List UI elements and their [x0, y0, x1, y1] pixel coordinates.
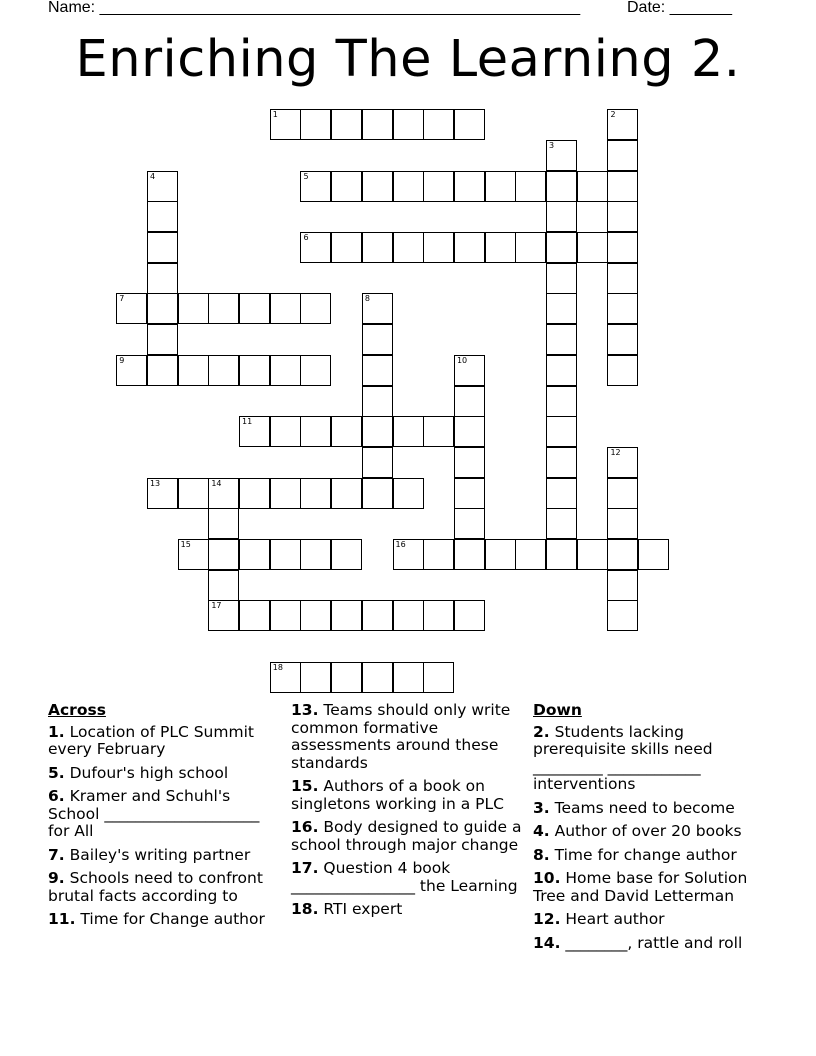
clue-number: 17: [211, 601, 222, 611]
clue-number: 13: [149, 478, 161, 488]
grid-cell[interactable]: [454, 478, 485, 509]
grid-cell[interactable]: [208, 570, 239, 601]
grid-cell[interactable]: [362, 478, 393, 509]
grid-cell[interactable]: [454, 600, 485, 631]
across-clues-column-2: [291, 702, 523, 925]
grid-cell[interactable]: [362, 232, 393, 263]
grid-cell[interactable]: [362, 355, 393, 386]
grid-cell[interactable]: [423, 662, 454, 693]
grid-cell[interactable]: [393, 478, 424, 509]
grid-cell[interactable]: [300, 232, 331, 263]
grid-cell[interactable]: [607, 140, 638, 171]
clue-number: 15: [180, 540, 191, 550]
clue-across-16: 16. Body designed to guide a school through major change: [291, 818, 522, 854]
grid-cell[interactable]: [607, 109, 638, 140]
grid-cell[interactable]: [607, 171, 638, 202]
grid-cell[interactable]: [362, 416, 393, 447]
clue-across-9: 9. Schools need to confront brutal facts according to: [48, 869, 263, 905]
grid-cell[interactable]: [362, 447, 393, 478]
grid-cell[interactable]: [423, 171, 454, 202]
clue-across-1: 1. Location of PLC Summit every February: [48, 722, 254, 758]
date-field-label: Date: _______: [627, 0, 732, 16]
clue-down-14: 14. ________, rattle and roll: [533, 933, 743, 952]
clue-number: 18: [272, 662, 283, 672]
grid-cell[interactable]: [208, 600, 239, 631]
grid-cell[interactable]: [607, 600, 638, 631]
grid-cell[interactable]: [515, 171, 546, 202]
grid-cell[interactable]: [208, 293, 239, 324]
grid-cell[interactable]: [300, 539, 331, 570]
grid-cell[interactable]: [393, 171, 424, 202]
clue-down-3: 3. Teams need to become: [533, 798, 735, 817]
grid-cell[interactable]: [300, 109, 331, 140]
grid-cell[interactable]: [515, 539, 546, 570]
grid-cell[interactable]: [116, 355, 147, 386]
grid-cell[interactable]: [270, 600, 301, 631]
grid-cell[interactable]: [208, 478, 239, 509]
grid-cell[interactable]: [423, 600, 454, 631]
clue-down-2: 2. Students lacking prerequisite skills need _________ ____________ interventions: [533, 722, 713, 793]
grid-cell[interactable]: [393, 600, 424, 631]
grid-cell[interactable]: [270, 109, 301, 140]
grid-cell[interactable]: [147, 232, 178, 263]
grid-cell[interactable]: [208, 508, 239, 539]
clue-number: 1: [272, 110, 278, 120]
grid-cell[interactable]: [546, 140, 577, 171]
grid-cell[interactable]: [270, 293, 301, 324]
grid-cell[interactable]: [393, 416, 424, 447]
clue-number: 3: [549, 140, 555, 150]
clue-number: 5: [303, 171, 309, 181]
grid-cell[interactable]: [147, 478, 178, 509]
clue-across-13: 13. Teams should only write common formative assessments around these standards: [291, 701, 511, 772]
clue-across-6: 6. Kramer and Schuhl's School ____________________ for All: [48, 787, 260, 840]
grid-cell[interactable]: [270, 478, 301, 509]
grid-cell[interactable]: [270, 416, 301, 447]
grid-cell[interactable]: [331, 171, 362, 202]
grid-cell[interactable]: [331, 109, 362, 140]
grid-cell[interactable]: [147, 293, 178, 324]
clue-number: 12: [610, 447, 621, 457]
grid-cell[interactable]: [607, 447, 638, 478]
grid-cell[interactable]: [454, 386, 485, 417]
grid-cell[interactable]: [546, 201, 577, 232]
grid-cell[interactable]: [147, 355, 178, 386]
grid-cell[interactable]: [577, 171, 608, 202]
grid-cell[interactable]: [393, 662, 424, 693]
grid-cell[interactable]: [546, 478, 577, 509]
grid-cell[interactable]: [546, 263, 577, 294]
grid-cell[interactable]: [393, 539, 424, 570]
grid-cell[interactable]: [454, 109, 485, 140]
grid-cell[interactable]: [239, 539, 270, 570]
grid-cell[interactable]: [546, 293, 577, 324]
grid-cell[interactable]: [239, 355, 270, 386]
clue-number: 14: [211, 478, 222, 488]
grid-cell[interactable]: [331, 539, 362, 570]
grid-cell[interactable]: [454, 447, 485, 478]
page-title: Enriching The Learning 2.: [75, 30, 741, 89]
grid-cell[interactable]: [362, 293, 393, 324]
clue-number: 11: [242, 417, 253, 427]
grid-cell[interactable]: [485, 171, 516, 202]
clue-number: 10: [456, 355, 468, 365]
grid-cell[interactable]: [331, 478, 362, 509]
grid-cell[interactable]: [270, 355, 301, 386]
grid-cell[interactable]: [208, 539, 239, 570]
grid-cell[interactable]: [362, 324, 393, 355]
grid-cell[interactable]: [270, 662, 301, 693]
across-clues-column: [48, 702, 283, 935]
grid-cell[interactable]: [577, 232, 608, 263]
grid-cell[interactable]: [607, 570, 638, 601]
clue-across-18: 18. RTI expert: [291, 900, 403, 918]
grid-cell[interactable]: [393, 232, 424, 263]
grid-cell[interactable]: [546, 324, 577, 355]
clue-number: 6: [303, 233, 309, 243]
clue-down-8: 8. Time for change author: [533, 845, 737, 864]
grid-cell[interactable]: [147, 201, 178, 232]
grid-cell[interactable]: [393, 109, 424, 140]
grid-cell[interactable]: [423, 109, 454, 140]
grid-cell[interactable]: [239, 478, 270, 509]
grid-cell[interactable]: [607, 324, 638, 355]
grid-cell[interactable]: [423, 416, 454, 447]
clue-number: 2: [610, 110, 616, 120]
grid-cell[interactable]: [607, 508, 638, 539]
grid-cell[interactable]: [239, 600, 270, 631]
grid-cell[interactable]: [300, 600, 331, 631]
grid-cell[interactable]: [454, 232, 485, 263]
grid-cell[interactable]: [423, 232, 454, 263]
grid-cell[interactable]: [116, 293, 147, 324]
across-heading: Across: [48, 701, 106, 719]
grid-cell[interactable]: [331, 232, 362, 263]
grid-cell[interactable]: [300, 662, 331, 693]
grid-cell[interactable]: [147, 263, 178, 294]
grid-cell[interactable]: [178, 539, 209, 570]
grid-cell[interactable]: [515, 232, 546, 263]
grid-cell[interactable]: [607, 478, 638, 509]
clue-across-7: 7. Bailey's writing partner: [48, 845, 251, 864]
grid-cell[interactable]: [208, 355, 239, 386]
grid-cell[interactable]: [607, 263, 638, 294]
grid-cell[interactable]: [300, 416, 331, 447]
down-heading: Down: [533, 701, 582, 719]
grid-cell[interactable]: [454, 508, 485, 539]
grid-cell[interactable]: [546, 386, 577, 417]
grid-cell[interactable]: [300, 478, 331, 509]
grid-cell[interactable]: [362, 662, 393, 693]
grid-cell[interactable]: [577, 539, 608, 570]
grid-cell[interactable]: [331, 600, 362, 631]
grid-cell[interactable]: [300, 293, 331, 324]
grid-cell[interactable]: [362, 171, 393, 202]
clue-number: 4: [149, 171, 156, 181]
clue-number: 9: [119, 355, 125, 365]
grid-cell[interactable]: [607, 293, 638, 324]
grid-cell[interactable]: [546, 232, 577, 263]
grid-cell[interactable]: [546, 447, 577, 478]
grid-cell[interactable]: [147, 324, 178, 355]
grid-cell[interactable]: [362, 109, 393, 140]
clue-across-5: 5. Dufour's high school: [48, 763, 229, 782]
grid-cell[interactable]: [423, 539, 454, 570]
grid-cell[interactable]: [362, 386, 393, 417]
grid-cell[interactable]: [178, 355, 209, 386]
grid-cell[interactable]: [607, 355, 638, 386]
clue-number: 8: [364, 294, 370, 304]
clue-down-10: 10. Home base for Solution Tree and David Letterman: [533, 869, 748, 905]
grid-cell[interactable]: [178, 478, 209, 509]
grid-cell[interactable]: [454, 171, 485, 202]
grid-cell[interactable]: [546, 416, 577, 447]
grid-cell[interactable]: [607, 539, 638, 570]
grid-cell[interactable]: [546, 355, 577, 386]
grid-cell[interactable]: [454, 355, 485, 386]
clue-across-15: 15. Authors of a book on singletons working in a PLC: [291, 777, 504, 813]
grid-cell[interactable]: [300, 355, 331, 386]
clue-down-12: 12. Heart author: [533, 910, 665, 928]
clue-number: 7: [119, 294, 125, 304]
clue-number: 16: [395, 540, 406, 550]
grid-cell[interactable]: [546, 508, 577, 539]
grid-cell[interactable]: [147, 171, 178, 202]
clue-across-11: 11. Time for Change author: [48, 910, 265, 928]
grid-cell[interactable]: [178, 293, 209, 324]
clue-across-17: 17. Question 4 book ________________ the Learning: [291, 859, 518, 895]
clue-down-4: 4. Author of over 20 books: [533, 822, 742, 840]
grid-cell[interactable]: [454, 539, 485, 570]
grid-cell[interactable]: [239, 416, 270, 447]
grid-cell[interactable]: [638, 539, 669, 570]
grid-cell[interactable]: [546, 539, 577, 570]
name-field-label: Name: ______________________________________________________: [48, 0, 581, 16]
grid-cell[interactable]: [485, 539, 516, 570]
grid-cell[interactable]: [546, 171, 577, 202]
grid-cell[interactable]: [300, 171, 331, 202]
grid-cell[interactable]: [607, 232, 638, 263]
grid-cell[interactable]: [485, 232, 516, 263]
down-clues-column: [533, 702, 758, 958]
grid-cell[interactable]: [454, 416, 485, 447]
grid-cell[interactable]: [239, 293, 270, 324]
grid-cell[interactable]: [607, 201, 638, 232]
grid-cell[interactable]: [362, 600, 393, 631]
grid-cell[interactable]: [331, 416, 362, 447]
grid-cell[interactable]: [331, 662, 362, 693]
grid-cell[interactable]: [270, 539, 301, 570]
